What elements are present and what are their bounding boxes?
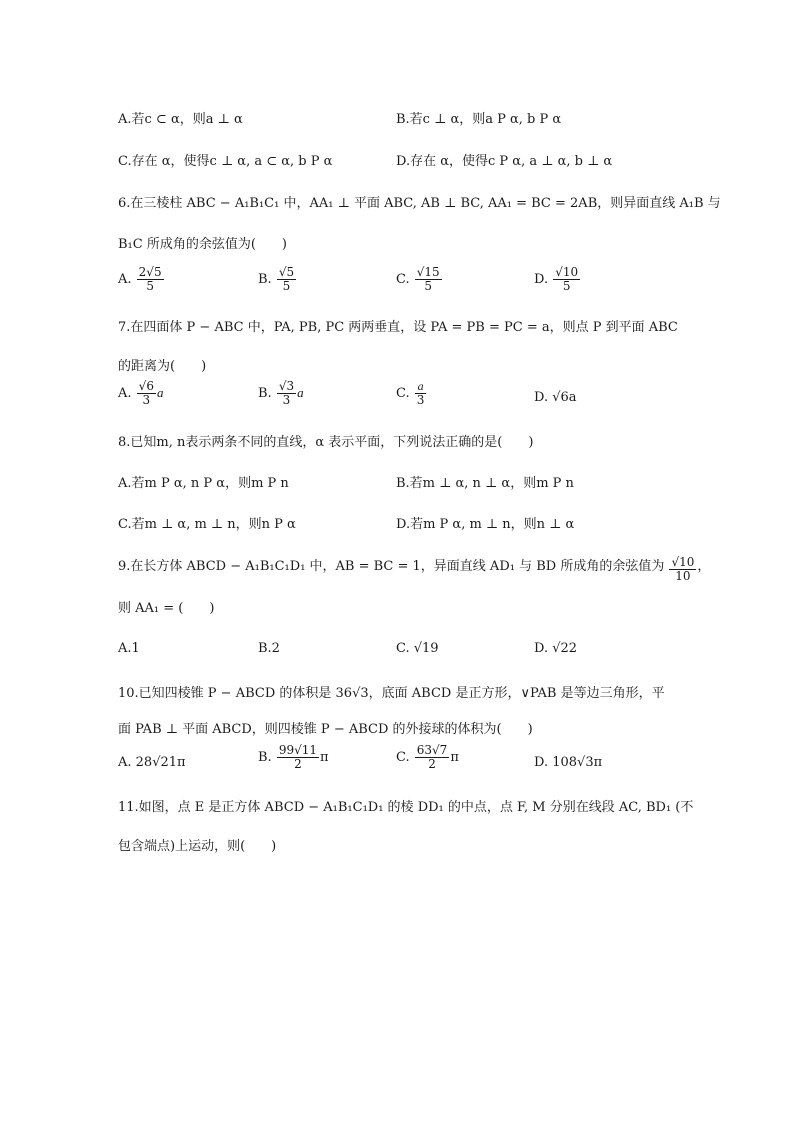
q6-option-c: C. $\frac{√15}{5}$ xyxy=(396,265,440,294)
q11-stem-line1: 11.如图，点 E 是正方体 ABCD − A₁B₁C₁D₁ 的棱 DD₁ 的中点，点 F, M 分别在线段 AC, BD₁ (不 xyxy=(118,800,694,815)
q5-option-b: B.若c ⊥ α，则a P α, b P α xyxy=(396,112,562,127)
q8-option-d: D.若m P α, m ⊥ n，则n ⊥ α xyxy=(396,517,575,532)
q7-option-c: C. $\frac{a}{3}$ xyxy=(396,379,425,408)
q5-option-c: C.存在 α，使得c ⊥ α, a ⊂ α, b P α xyxy=(118,154,333,169)
q7-a-fraction: $\frac{√6}{3}$ xyxy=(138,379,154,408)
q6-c-fraction: $\frac{√15}{5}$ xyxy=(416,265,440,294)
q6-option-d: D. $\frac{√10}{5}$ xyxy=(534,265,579,294)
q9-stem-line2: 则 AA₁ = ( ) xyxy=(118,601,215,616)
q10-stem-line1: 10.已知四棱锥 P − ABCD 的体积是 36√3，底面 ABCD 是正方形，∨PAB 是等边三角形，平 xyxy=(118,686,665,701)
q10-option-c: C. $\frac{63√7}{2}$ π xyxy=(396,743,459,772)
q10-option-d: D. 108√3π xyxy=(534,755,603,770)
q6-d-fraction: $\frac{√10}{5}$ xyxy=(555,265,579,294)
q10-b-fraction: $\frac{99√11}{2}$ xyxy=(278,743,318,772)
q9-stem-line1: 9.在长方体 ABCD − A₁B₁C₁D₁ 中，AB = BC = 1，异面直线 AD₁ 与 BD 所成角的余弦值为 $\frac{√10}{10}$ ， xyxy=(118,554,711,583)
q6-b-fraction: $\frac{√5}{5}$ xyxy=(278,265,295,294)
q10-option-a: A. 28√21π xyxy=(118,755,186,770)
q6-a-fraction: $\frac{2√5}{5}$ xyxy=(138,265,162,294)
q8-option-c: C.若m ⊥ α, m ⊥ n，则n P α xyxy=(118,517,296,532)
q7-stem-line2: 的距离为( ) xyxy=(118,359,207,374)
q8-stem: 8.已知m, n表示两条不同的直线，α 表示平面，下列说法正确的是( ) xyxy=(118,435,534,450)
q6-option-a: A. $\frac{2√5}{5}$ xyxy=(118,265,162,294)
q8-option-b: B.若m ⊥ α, n ⊥ α，则m P n xyxy=(396,476,574,491)
q9-cosine-fraction: $\frac{√10}{10}$ xyxy=(671,554,695,583)
q9-option-b: B.2 xyxy=(258,641,280,656)
q7-b-fraction: $\frac{√3}{3}$ xyxy=(278,379,295,408)
q8-option-a: A.若m P α, n P α，则m P n xyxy=(118,476,289,491)
q5-option-d: D.存在 α，使得c P α, a ⊥ α, b ⊥ α xyxy=(396,154,613,169)
q10-stem-line2: 面 PAB ⊥ 平面 ABCD，则四棱锥 P − ABCD 的外接球的体积为( ) xyxy=(118,722,533,737)
q6-stem-line2: B₁C 所成角的余弦值为( ) xyxy=(118,237,287,252)
q7-option-b: B. $\frac{√3}{3}$ a xyxy=(258,379,304,408)
q7-c-fraction: $\frac{a}{3}$ xyxy=(416,379,425,408)
q9-option-d: D. √22 xyxy=(534,641,578,656)
q7-stem-line1: 7.在四面体 P − ABC 中，PA, PB, PC 两两垂直，设 PA = PB = PC = a，则点 P 到平面 ABC xyxy=(118,320,678,335)
q7-option-a: A. $\frac{√6}{3}$ a xyxy=(118,379,164,408)
q5-option-a: A.若c ⊂ α，则a ⊥ α xyxy=(118,112,243,127)
q10-option-b: B. $\frac{99√11}{2}$ π xyxy=(258,743,329,772)
q9-option-a: A.1 xyxy=(118,641,140,656)
q10-c-fraction: $\frac{63√7}{2}$ xyxy=(416,743,448,772)
q7-option-d: D. √6a xyxy=(534,390,577,405)
q6-stem-line1: 6.在三棱柱 ABC − A₁B₁C₁ 中，AA₁ ⊥ 平面 ABC, AB ⊥ BC, AA₁ = BC = 2AB，则异面直线 A₁B 与 xyxy=(118,196,721,211)
q9-option-c: C. √19 xyxy=(396,641,439,656)
q11-stem-line2: 包含端点)上运动，则( ) xyxy=(118,839,277,854)
q6-option-b: B. $\frac{√5}{5}$ xyxy=(258,265,295,294)
